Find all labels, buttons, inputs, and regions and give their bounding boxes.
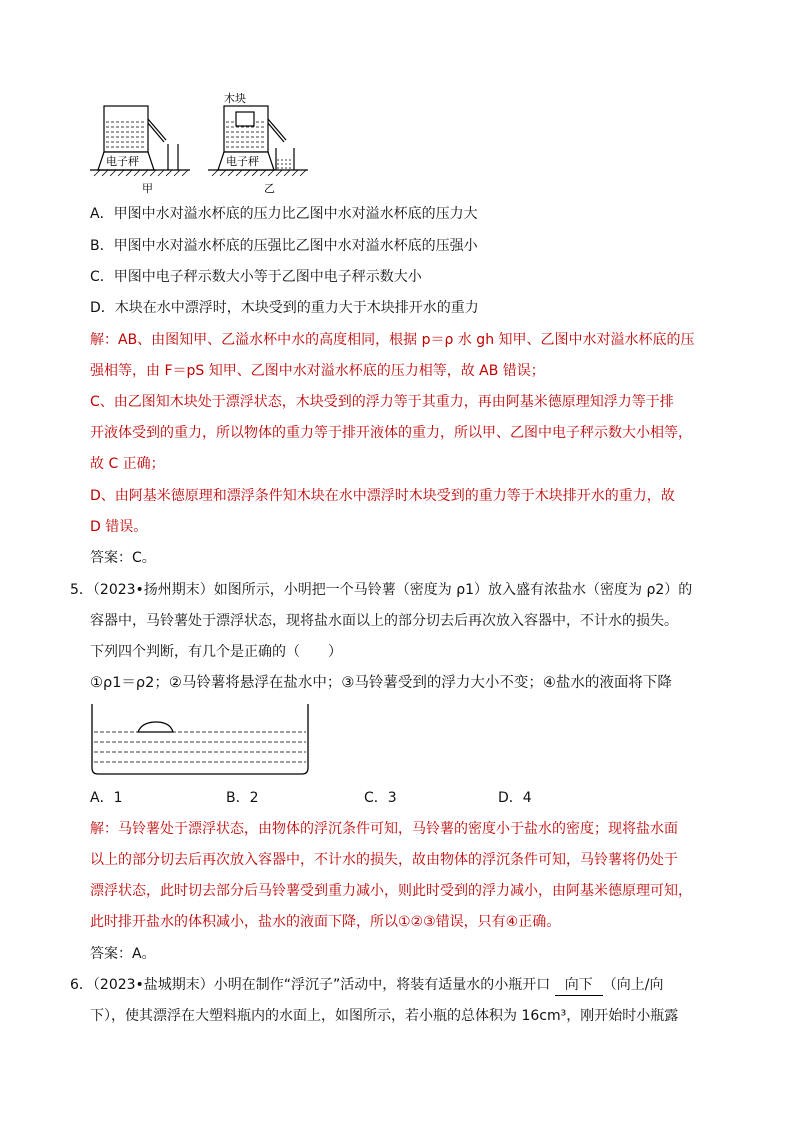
- q6-stem-line2: 下），使其漂浮在大塑料瓶内的水面上，如图所示，若小瓶的总体积为 16cm³，刚开始时小瓶露: [90, 1008, 679, 1024]
- scale-label-left: 电子秤: [106, 155, 139, 168]
- q4-solution-line: 开液体受到的重力，所以物体的重力等于排开液体的重力，所以甲、乙图中电子秤示数大小相等，: [90, 425, 692, 441]
- q5-option-c: C．3: [364, 790, 397, 806]
- q4-option-d: D．木块在水中漂浮时，木块受到的重力大于木块排开水的重力: [90, 300, 479, 316]
- q5-solution-line: 以上的部分切去后再次放入容器中，不计水的损失，故由物体的浮沉条件可知，马铃薯将仍处于: [90, 852, 678, 868]
- q6-stem-line1: [70, 975, 663, 996]
- q5-stem-line: ①ρ1＝ρ2；②马铃薯将悬浮在盐水中；③马铃薯受到的浮力大小不变；④盐水的液面将下降: [90, 675, 672, 691]
- q4-solution-line: 解：AB、由图知甲、乙溢水杯中水的高度相同，根据 p＝ρ 水 gh 知甲、乙图中水对溢水杯底的压: [90, 332, 695, 348]
- q4-solution-line: D、由阿基米德原理和漂浮条件知木块在水中漂浮时木块受到的重力等于木块排开水的重力，故: [90, 488, 675, 504]
- setup-left: [90, 106, 190, 176]
- wood-block: [236, 112, 254, 126]
- q6-answer-blank: 向下: [555, 975, 603, 996]
- caption-right: 乙: [264, 182, 275, 195]
- q5-answer: 答案：A。: [90, 946, 156, 962]
- potato: [138, 722, 173, 732]
- q4-option-b: B．甲图中水对溢水杯底的压强比乙图中水对溢水杯底的压强小: [90, 238, 478, 254]
- potato-beaker-figure: [90, 702, 312, 778]
- q4-solution-line: 故 C 正确；: [90, 456, 165, 472]
- scale-label-right: 电子秤: [226, 155, 259, 168]
- q5-stem-line: 容器中，马铃薯处于漂浮状态，现将盐水面以上的部分切去后再次放入容器中，不计水的损失。: [90, 613, 678, 629]
- q5-stem-line: 5．（2023•扬州期末）如图所示，小明把一个马铃薯（密度为 ρ1）放入盛有浓盐水（密度为 ρ2）的: [70, 582, 693, 598]
- q4-option-a: A．甲图中水对溢水杯底的压力比乙图中水对溢水杯底的压力大: [90, 206, 478, 222]
- q4-answer: 答案：C。: [90, 550, 156, 566]
- q5-option-a: A．1: [90, 790, 123, 806]
- q6-stem-post: （向上/向: [602, 977, 664, 993]
- caption-left: 甲: [142, 182, 153, 195]
- wood-label: 木块: [224, 92, 246, 105]
- q5-stem-line: 下列四个判断，有几个是正确的（ ）: [90, 644, 342, 660]
- q4-solution-line: D 错误。: [90, 519, 148, 535]
- overflow-cup-figure: [90, 92, 330, 196]
- q4-solution-line: C、由乙图知木块处于漂浮状态，木块受到的浮力等于其重力，再由阿基米德原理知浮力等于排: [90, 394, 674, 410]
- q6-stem-pre: 6．（2023•盐城期末）小明在制作“浮沉子”活动中，将装有适量水的小瓶开口: [70, 977, 555, 993]
- q5-solution-line: 漂浮状态，此时切去部分后马铃薯受到重力减小，则此时受到的浮力减小，由阿基米德原理可知，: [90, 883, 692, 899]
- q5-option-d: D．4: [498, 790, 532, 806]
- q4-option-c: C．甲图中电子秤示数大小等于乙图中电子秤示数大小: [90, 269, 422, 285]
- q4-solution-line: 强相等，由 F＝pS 知甲、乙图中水对溢水杯底的压力相等，故 AB 错误；: [90, 363, 545, 379]
- q5-solution-line: 解：马铃薯处于漂浮状态，由物体的浮沉条件可知，马铃薯的密度小于盐水的密度；现将盐水面: [90, 821, 678, 837]
- q5-solution-line: 此时排开盐水的体积减小，盐水的液面下降，所以①②③错误，只有④正确。: [90, 914, 561, 930]
- q5-option-b: B．2: [226, 790, 259, 806]
